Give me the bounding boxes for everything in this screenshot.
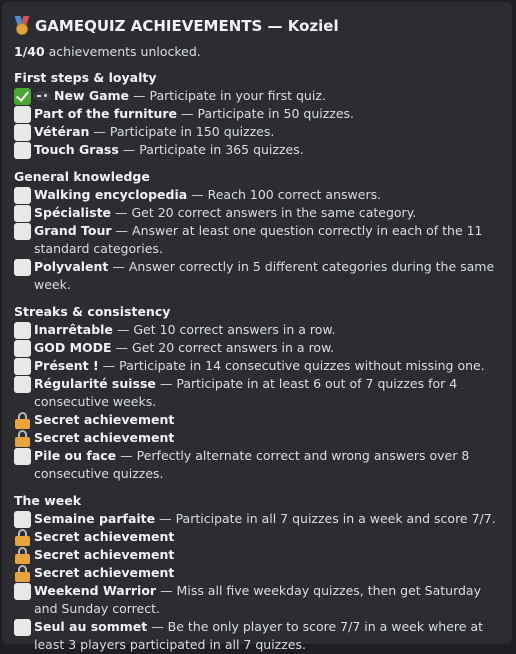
achievements-card	[2, 2, 512, 652]
lock-icon	[14, 547, 31, 564]
achievement-row	[14, 528, 502, 546]
empty-box-icon	[14, 124, 31, 141]
achievement-name: Walking encyclopedia	[34, 187, 188, 202]
achievement-row	[14, 141, 502, 159]
achievement-description: — Answer correctly in 5 different categories during the same week.	[34, 259, 495, 292]
achievement-row	[14, 546, 502, 564]
achievement-description: — Get 10 correct answers in a row.	[112, 322, 336, 337]
checkmark-icon	[14, 88, 31, 105]
achievement-row	[14, 357, 502, 375]
lock-icon	[14, 565, 31, 582]
section-title: General knowledge	[14, 169, 150, 184]
empty-box-icon	[14, 187, 31, 204]
achievement-description: — Be the only player to score 7/7 in a week where at least 3 players participated in all 7 quizzes.	[34, 619, 484, 652]
empty-box-icon	[14, 142, 31, 159]
achievement-row	[14, 375, 502, 411]
achievement-name: GOD MODE	[34, 340, 112, 355]
achievement-description: — Answer at least one question correctly in each of the 11 standard categories.	[34, 223, 483, 256]
empty-box-icon	[14, 619, 31, 636]
achievement-description: — Participate in 50 quizzes.	[177, 106, 355, 121]
achievement-name: Régularité suisse	[34, 376, 156, 391]
section-title: Streaks & consistency	[14, 304, 171, 319]
achievement-name: Secret achievement	[34, 529, 175, 544]
achievement-row	[14, 186, 502, 204]
achievement-name: Weekend Warrior	[34, 583, 157, 598]
achievement-description: — Reach 100 correct answers.	[187, 187, 382, 202]
empty-box-icon	[14, 511, 31, 528]
achievement-name: Seul au sommet	[34, 619, 148, 634]
empty-box-icon	[14, 340, 31, 357]
achievement-name: Spécialiste	[34, 205, 112, 220]
section-title: First steps & loyalty	[14, 70, 157, 85]
achievement-row	[14, 582, 502, 618]
unlock-count: 1/40	[14, 44, 45, 59]
achievement-description: — Participate in 365 quizzes.	[118, 142, 304, 157]
achievement-name: Part of the furniture	[34, 106, 178, 121]
empty-box-icon	[14, 322, 31, 339]
empty-box-icon	[14, 358, 31, 375]
empty-box-icon	[14, 205, 31, 222]
achievement-row	[14, 447, 502, 483]
achievement-row	[14, 321, 502, 339]
achievement-name: Secret achievement	[34, 412, 175, 427]
lock-icon	[14, 412, 31, 429]
achievement-description: — Miss all five weekday quizzes, then get Saturday and Sunday correct.	[34, 583, 481, 616]
unlock-summary-text: achievements unlocked.	[44, 44, 201, 59]
achievement-name: Présent !	[34, 358, 99, 373]
achievement-name: Grand Tour	[34, 223, 112, 238]
achievement-description: — Get 20 correct answers in a row.	[111, 340, 335, 355]
medal-icon	[14, 16, 30, 36]
achievement-sections	[14, 70, 502, 654]
empty-box-icon	[14, 583, 31, 600]
achievement-row	[14, 123, 502, 141]
achievement-name: Secret achievement	[34, 565, 175, 580]
achievement-name: Touch Grass	[34, 142, 119, 157]
achievement-name: Vétéran	[34, 124, 90, 139]
achievement-row	[14, 258, 502, 294]
empty-box-icon	[14, 448, 31, 465]
achievement-description: — Participate in at least 6 out of 7 quizzes for 4 consecutive weeks.	[34, 376, 458, 409]
achievement-row	[14, 105, 502, 123]
achievement-description: — Perfectly alternate correct and wrong answers over 8 consecutive quizzes.	[34, 448, 470, 481]
card-header	[14, 14, 502, 38]
achievement-name: Polyvalent	[34, 259, 109, 274]
achievement-description: — Participate in all 7 quizzes in a week and score 7/7.	[155, 511, 496, 526]
gamepad-icon	[34, 91, 50, 101]
achievement-description: — Get 20 correct answers in the same category.	[111, 205, 417, 220]
achievement-row	[14, 429, 502, 447]
achievement-row	[14, 411, 502, 429]
achievement-name: Inarrêtable	[34, 322, 113, 337]
lock-icon	[14, 430, 31, 447]
achievement-name: Secret achievement	[34, 547, 175, 562]
achievement-row	[14, 222, 502, 258]
achievement-name: Semaine parfaite	[34, 511, 156, 526]
achievement-row	[14, 564, 502, 582]
empty-box-icon	[14, 223, 31, 240]
lock-icon	[14, 529, 31, 546]
achievement-row	[14, 87, 502, 105]
achievement-row	[14, 618, 502, 654]
achievement-row	[14, 339, 502, 357]
empty-box-icon	[14, 259, 31, 276]
achievement-name: Secret achievement	[34, 430, 175, 445]
unlock-summary	[14, 44, 502, 60]
achievement-row	[14, 510, 502, 528]
achievement-name: Pile ou face	[34, 448, 117, 463]
section-title: The week	[14, 493, 82, 508]
card-title: GAMEQUIZ ACHIEVEMENTS — Koziel	[35, 17, 339, 35]
achievement-row	[14, 204, 502, 222]
achievement-name: New Game	[54, 88, 130, 103]
achievement-description: — Participate in your first quiz.	[129, 88, 326, 103]
achievement-description: — Participate in 14 consecutive quizzes without missing one.	[98, 358, 485, 373]
empty-box-icon	[14, 106, 31, 123]
empty-box-icon	[14, 376, 31, 393]
achievement-description: — Participate in 150 quizzes.	[89, 124, 275, 139]
